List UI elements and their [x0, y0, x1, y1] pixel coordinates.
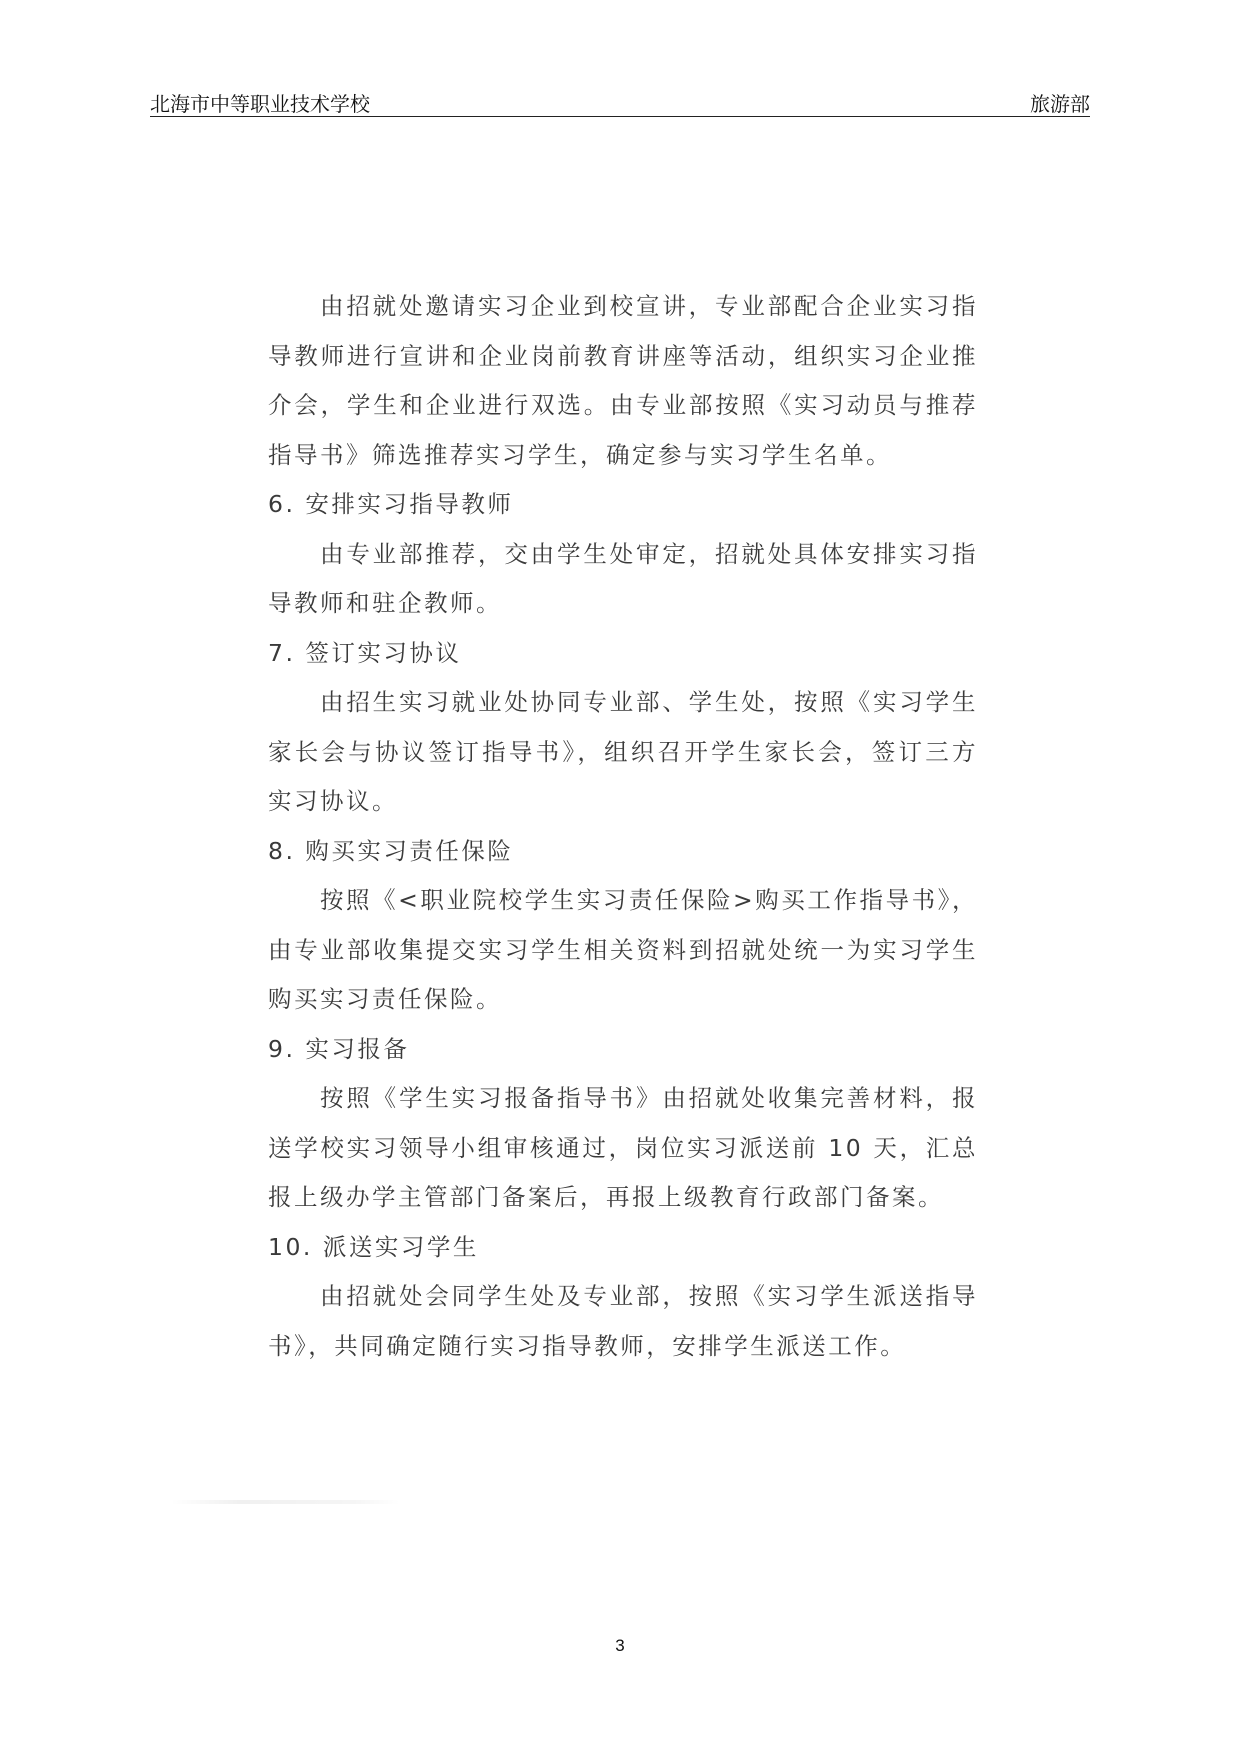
page-number: 3: [615, 1636, 625, 1655]
document-body: [268, 282, 978, 1371]
section-heading-6: 6. 安排实习指导教师: [268, 490, 514, 518]
paragraph-sign-agreement: 由招生实习就业处协同专业部、学生处，按照《实习学生家长会与协议签订指导书》，组织召开学生家长会，签订三方实习协议。: [268, 688, 978, 815]
school-name: 北海市中等职业技术学校: [150, 92, 370, 116]
page-header: [150, 86, 1090, 117]
paragraph-insurance: 按照《<职业院校学生实习责任保险>购买工作指导书》，由专业部收集提交实习学生相关资料到招就处统一为实习学生购买实习责任保险。: [268, 886, 978, 1013]
paragraph-assign-teachers: 由专业部推荐，交由学生处审定，招就处具体安排实习指导教师和驻企教师。: [268, 539, 978, 617]
paragraph-dispatch: 由招就处会同学生处及专业部，按照《实习学生派送指导书》，共同确定随行实习指导教师，安排学生派送工作。: [268, 1282, 978, 1360]
section-heading-10: 10. 派送实习学生: [268, 1232, 479, 1261]
scan-artifact: [170, 1500, 400, 1504]
section-heading-9: 9. 实习报备: [268, 1034, 410, 1063]
department-name: 旅游部: [1030, 92, 1090, 116]
paragraph-filing: 按照《学生实习报备指导书》由招就处收集完善材料，报送学校实习领导小组审核通过，岗位实习派送前 10 天，汇总报上级办学主管部门备案后，再报上级教育行政部门备案。: [268, 1084, 978, 1211]
section-heading-8: 8. 购买实习责任保险: [268, 836, 514, 865]
paragraph-intern-recruitment: 由招就处邀请实习企业到校宣讲，专业部配合企业实习指导教师进行宣讲和企业岗前教育讲座等活动，组织实习企业推介会，学生和企业进行双选。由专业部按照《实习动员与推荐指导书》筛选推荐实习学生，确定参与实习学生名单。: [268, 292, 978, 469]
section-heading-7: 7. 签订实习协议: [268, 638, 462, 667]
